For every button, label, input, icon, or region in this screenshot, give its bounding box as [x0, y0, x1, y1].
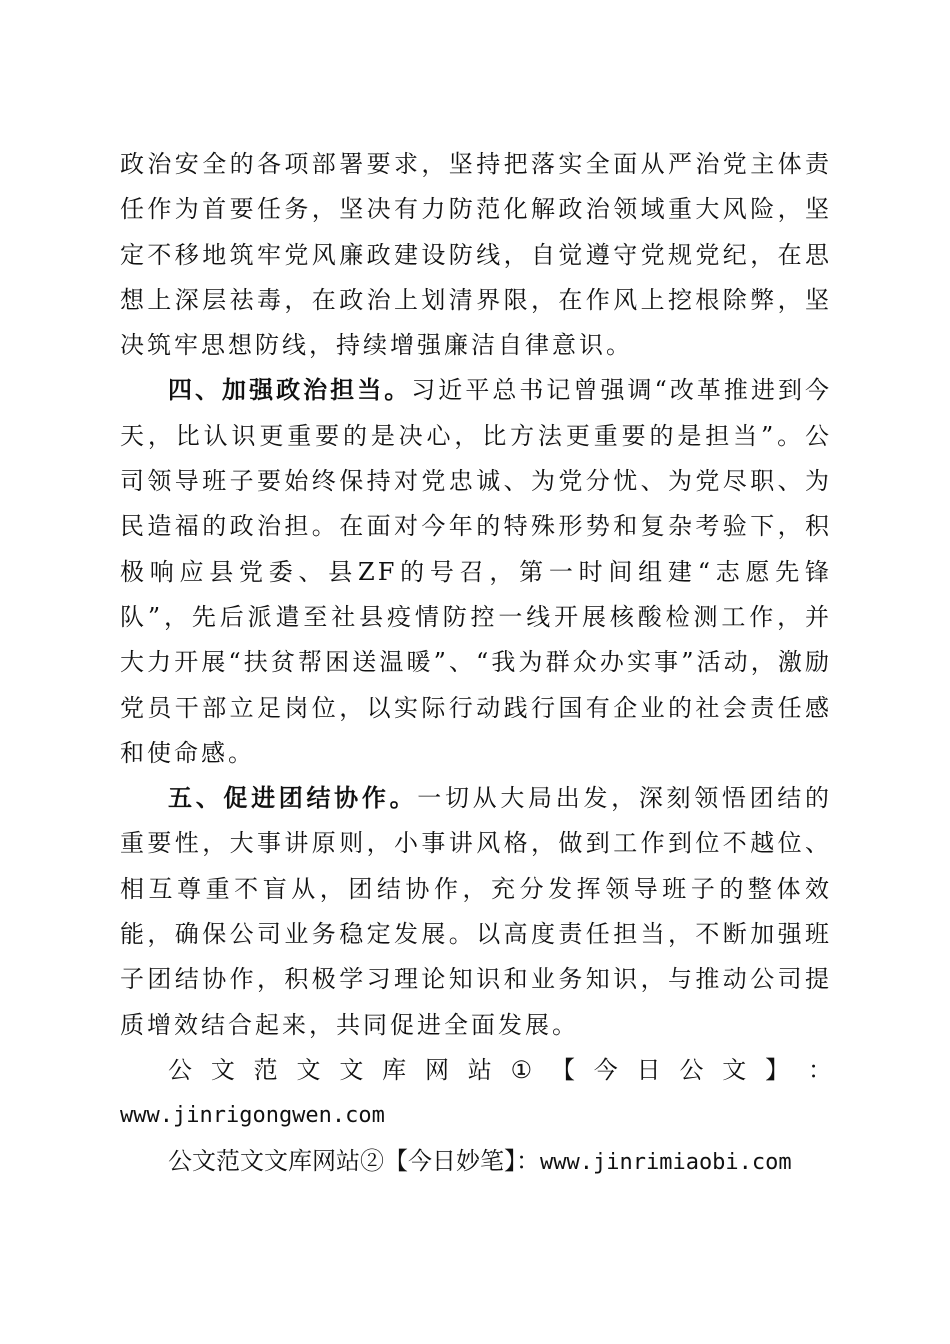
section-5-body: 一切从大局出发，深刻领悟团结的重要性，大事讲原则，小事讲风格，做到工作到位不越位、相互尊重不盲从，团结协作，充分发挥领导班子的整体效能，确保公司业务稳定发展。以高度责任担当，不断加强班子团结协作，积极学习理论知识和业务知识，与推动公司提质增效结合起来，共同促进全面发展。	[120, 784, 833, 1039]
paragraph-continued: 政治安全的各项部署要求，坚持把落实全面从严治党主体责任作为首要任务，坚决有力防范化解政治领域重大风险，坚定不移地筑牢党风廉政建设防线，自觉遵守党规党纪，在思想上深层祛毒，在政治上划清界限，在作风上挖根除弊，坚决筑牢思想防线，持续增强廉洁自律意识。	[120, 150, 832, 360]
section-5-heading: 五、促进团结协作。	[168, 784, 418, 813]
section-4-body: 习近平总书记曾强调“改革推进到今天，比认识更重要的是决心，比方法更重要的是担当”。公司领导班子要始终保持对党忠诚、为党分忧、为党尽职、为民造福的政治担。在面对今年的特殊形势和复杂考验下，积极响应县党委、县ZF的号召，第一时间组建“志愿先锋队”，先后派遣至社县疫情防控一线开展核酸检测工作，并大力开展“扶贫帮困送温暖”、“我为群众办实事”活动，激励党员干部立足岗位，以实际行动践行国有企业的社会责任感和使命感。	[120, 376, 832, 767]
section-4-heading: 四、加强政治担当。	[168, 376, 412, 405]
footer-char: 】	[765, 1055, 790, 1084]
document-page	[120, 142, 832, 1185]
footer-char: 文	[210, 1055, 235, 1084]
footer-char: 【	[550, 1055, 575, 1084]
footer-site-1-label	[120, 1048, 832, 1093]
footer-site-1-url: www.jinrigongwen.com	[120, 1103, 385, 1129]
paragraph-section-5	[120, 776, 832, 1048]
footer-char: 网	[424, 1055, 449, 1084]
footer-char: 文	[339, 1055, 364, 1084]
paragraph-section-4	[120, 368, 832, 776]
footer-char: 日	[636, 1055, 661, 1084]
footer-site-2	[120, 1139, 832, 1185]
footer-char: ：	[807, 1055, 832, 1084]
footer-char: 文	[296, 1055, 321, 1084]
footer-char: 今	[593, 1055, 618, 1084]
footer-site-2-label: 公文范文文库网站②【今日妙笔】：	[168, 1146, 540, 1175]
footer-char: ①	[510, 1055, 533, 1084]
footer-char: 范	[253, 1055, 278, 1084]
footer-char: 文	[722, 1055, 747, 1084]
footer-char: 库	[382, 1055, 407, 1084]
footer-char: 站	[467, 1055, 492, 1084]
footer-char: 公	[679, 1055, 704, 1084]
footer-char: 公	[168, 1055, 192, 1084]
footer-site-2-url: www.jinrimiaobi.com	[540, 1149, 792, 1175]
